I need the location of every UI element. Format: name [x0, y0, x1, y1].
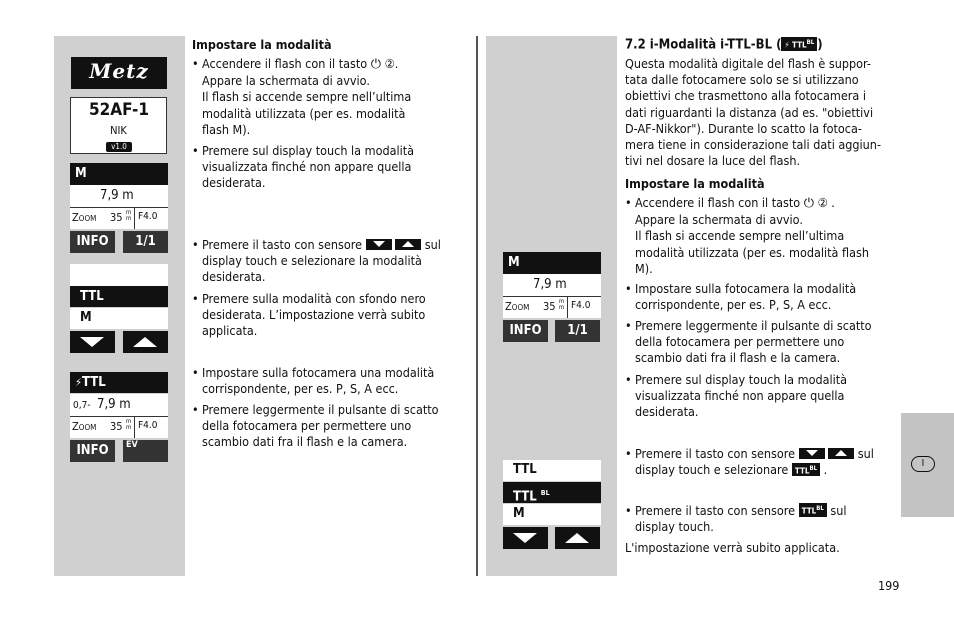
arrow-down-icon [513, 533, 537, 543]
zoom-value: 35 [543, 300, 556, 313]
zoom-label: Zoom [505, 300, 530, 313]
arrow-down-button[interactable] [503, 527, 548, 549]
sensor-up-icon [828, 448, 854, 459]
aperture-value: F4.0 [138, 420, 158, 431]
mode-bar-m[interactable]: M [70, 163, 168, 185]
distance-row [503, 274, 601, 296]
col2-intro: Questa modalità digitale del flash è suppor- tata dalle fotocamere solo se si utilizzano obiettivi che trasmettono alla fotocamera i dati riguardanti la distanza (ad es. "obiettivi D-AF-Nikkor"). Durante lo scatto la fotoca- mera tiene in considerazione tali dati aggiun- tivi nel dosare la luce del flash. [625, 56, 881, 169]
col2-subheading: Impostare la modalità [625, 176, 765, 191]
info-button[interactable]: INFO [70, 440, 115, 462]
ev-label: EV [126, 440, 138, 450]
range-row [70, 394, 168, 416]
range-value: 7,9 m [97, 397, 131, 412]
zoom-unit: mm [559, 298, 565, 311]
ittl-bl-badge: ⚡ $TTL^{BL}$ [781, 37, 817, 51]
metz-logo: Metz [71, 57, 167, 89]
menu-option-ttl-bl-label: TTL [513, 489, 537, 505]
ratio-button[interactable]: 1/1 [123, 231, 168, 253]
menu-option-ttl[interactable] [503, 460, 601, 481]
aperture-value: F4.0 [138, 211, 158, 222]
ttl-bl-badge: $TTL^{BL}$ [792, 463, 820, 477]
menu-option-m-label: M [513, 506, 525, 521]
distance-value: 7,9 m [100, 188, 134, 203]
arrow-down-icon [80, 337, 104, 347]
ratio-button[interactable]: 1/1 [555, 320, 600, 342]
aperture-value: F4.0 [571, 300, 591, 311]
zoom-row-ttl [70, 416, 168, 438]
info-button[interactable]: INFO [503, 320, 548, 342]
menu-blank-row [70, 264, 168, 286]
language-tab-label: I [911, 456, 935, 472]
menu-option-ttl-bl[interactable] [503, 482, 601, 503]
arrow-up-icon [565, 533, 589, 543]
col2-final: L'impostazione verrà subito applicata. [625, 540, 840, 555]
zoom-label: Zoom [72, 211, 97, 224]
version-badge: v1.0 [106, 142, 132, 152]
sensor-up-icon [395, 239, 421, 250]
arrow-up-button[interactable] [123, 331, 168, 353]
zoom-value: 35 [110, 211, 123, 224]
zoom-unit: mm [126, 418, 132, 431]
zoom-label: Zoom [72, 420, 97, 433]
bl-superscript: BL [540, 489, 550, 497]
model-name: 52AF-1 [89, 100, 150, 120]
power-icon: ⏻ [803, 196, 815, 211]
page-number: 199 [878, 578, 900, 593]
ev-button[interactable] [123, 440, 168, 462]
sensor-down-icon [366, 239, 392, 250]
range-prefix: 0,7- [73, 400, 91, 411]
menu-option-m[interactable] [503, 504, 601, 525]
menu-option-ttl[interactable]: TTL [70, 286, 168, 307]
sensor-down-icon [799, 448, 825, 459]
col1-heading: Impostare la modalità [192, 37, 332, 52]
zoom-divider [134, 208, 135, 229]
info-button[interactable]: INFO [70, 231, 115, 253]
arrow-up-button[interactable] [555, 527, 600, 549]
zoom-unit: mm [126, 209, 132, 222]
distance-value: 7,9 m [533, 277, 567, 292]
arrow-up-icon [133, 337, 157, 347]
distance-row [70, 185, 168, 207]
menu-option-m[interactable] [70, 308, 168, 329]
mode-bar-m[interactable]: M [503, 252, 601, 274]
zoom-row [503, 296, 601, 318]
ttl-bl-badge: $TTL^{BL}$ [799, 503, 827, 517]
zoom-row [70, 207, 168, 229]
column-divider [476, 36, 478, 576]
mode-ttl-label: TTL [81, 375, 106, 390]
zoom-divider [567, 297, 568, 318]
system-name: NIK [110, 124, 127, 137]
zoom-value: 35 [110, 420, 123, 433]
col2-heading: 7.2 i-Modalità i-TTL-BL ( ⚡ $TTL^{BL}$ ) [625, 37, 823, 53]
menu-option-m-label: M [80, 310, 92, 325]
flash-icon: ⚡ [784, 40, 790, 50]
power-icon: ⏻ [370, 57, 382, 72]
start-screen [70, 97, 167, 154]
ittl-flash-icon: ⚡ [75, 376, 82, 389]
mode-bar-ttl[interactable] [70, 372, 168, 393]
arrow-down-button[interactable] [70, 331, 115, 353]
menu-option-ttl-label: TTL [513, 462, 537, 477]
